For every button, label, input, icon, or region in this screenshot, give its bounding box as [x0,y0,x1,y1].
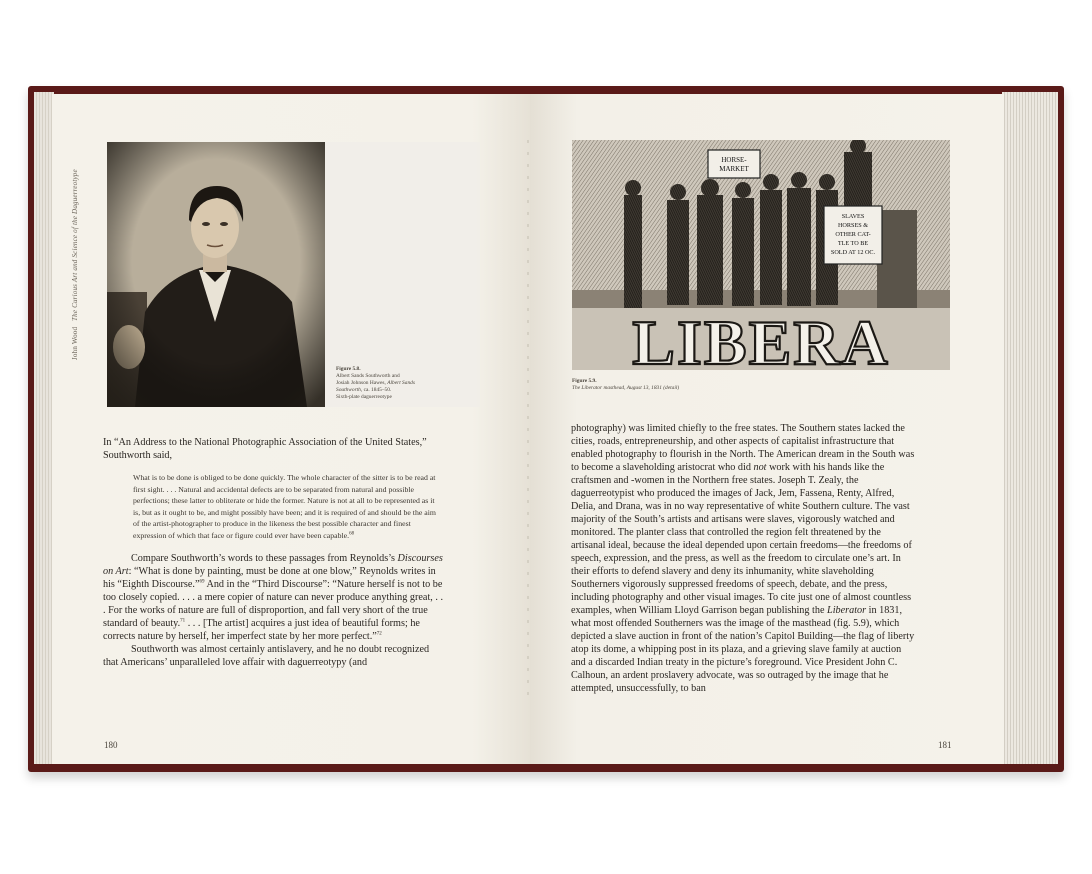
caption-line: Josiah Johnson Hawes, [336,380,386,386]
footnote-ref: 68 [349,531,355,537]
intro-paragraph: In “An Address to the National Photographic Association of the United States,” Southworth said, [103,437,427,461]
text-run: And in the “Third Discourse”: “Nature herself is not to be too closely copied. . . . a mere copier of nature can never produce anything great, . . . For the works of nature are full of disproportion, and fall very short of the true standard of beauty. [103,578,444,629]
page-number-left: 180 [104,740,118,750]
figure-caption-5-9 [572,378,872,392]
svg-text:TLE TO BE: TLE TO BE [837,240,869,247]
emphasis: not [753,462,767,473]
masthead-lettering: LIBERA [632,307,890,370]
figure-number: Figure 5.9. [572,378,597,384]
svg-text:SLAVES: SLAVES [841,213,865,220]
figure-caption-5-8 [336,366,436,401]
gutter-binding [527,140,529,700]
block-quote [133,472,443,542]
right-body-text [571,422,915,695]
text-run: Compare Southworth’s words to these passages from Reynolds’s [131,552,398,564]
text-run: photography) was limited chiefly to the free states. The Southern states lacked the cities, roads, entrepreneurship, and other aspects of capitalist infrastructure that enabled photography to flourish in the North. The American dream in the South was to become a slaveholding aristocrat who did [571,423,915,473]
footnote-ref: 69 [199,579,205,585]
page-number-right: 181 [938,740,952,750]
paragraph-photography [571,422,915,695]
page-edges-left [34,92,54,764]
caption-line: Albert Sands Southworth and [336,373,400,379]
running-head-author: John Wood [71,326,79,360]
caption-rest: masthead, August 13, 1831 (detail) [602,385,680,391]
running-head [71,169,79,360]
caption-line: , ca. 1845–50. [360,387,392,393]
left-body-text [103,436,443,669]
daguerreotype-portrait [107,142,325,407]
book-title: Discourses on Art [103,552,443,577]
footnote-ref: 71 [180,618,186,624]
figure-number: Figure 5.8. [336,366,361,372]
running-head-title: The Curious Art and Science of the Daguerreotype [71,169,79,321]
text-run: . . . [The artist] acquires a just idea of beautiful forms; he corrects nature by herself, her imperfect state by her more perfect.” [103,617,420,642]
svg-text:MARKET: MARKET [719,165,749,173]
liberator-masthead-engraving [572,140,950,370]
sign-horse-market-text: HORSE- [721,156,747,164]
paragraph-reynolds [103,552,443,643]
block-quote-text: What is to be done is obliged to be done quickly. The whole character of the sitter is to be read at first sight. . . . Natural and accidental defects are to be separated from natural and possible perfections; these latter to obliterate or hide the former. Nature is not at all to be represented as it is, but as it ought to be, and might possibly have been; and it is required of and should be the aim of the artist-photographer to produce in the likeness the best possible character and finest expression of which that face or figure could ever have been capable. [133,473,436,540]
caption-title: The Liberator [572,385,603,391]
svg-text:HORSES &: HORSES & [837,222,869,229]
newspaper-title: Liberator [827,605,867,616]
caption-line: Sixth-plate daguerreotype [336,394,392,400]
page-edges-right [1002,92,1058,764]
text-run: in 1831, what most offended Southerners was the image of the masthead (fig. 5.9), which depicted a slave auction in front of the nation’s Capitol Building—the flag of liberty atop its dome, a whipping post in its plaza, and a grieving slave family at auction and a discarded Indian treaty in the picture’s foreground. Vice President John C. Calhoun, an ardent proslavery advocate, was so outraged by the image that he attempted, unsuccessfully, to ban [571,605,915,694]
svg-text:OTHER CAT-: OTHER CAT- [835,231,871,238]
paragraph-antislavery: Southworth was almost certainly antislavery, and he no doubt recognized that Americans’ unparalleled love affair with daguerreotypy (and [103,643,430,668]
text-run: work with his hands like the craftsmen and -women in the Northern free states. Joseph T. Zealy, the daguerreotypist who produced the images of Jack, Jem, Fassena, Renty, Alfred, Delia, and Drana, was in no way representative of white Southern culture. The vast majority of the South’s artists and artisans were slaves, vigorously watched and monitored. The planter class that controlled the region felt threatened by the artisanal ideal, because the ideal depended upon certain freedoms—the freedoms of speech, expression, and the press, as well as the freedom to circulate one’s art. In their efforts to defend slavery and deny its inhumanity, white slaveholding Southerners vigorously suppressed freedoms of speech, debate, and the press, including photography and other visual images. To cite just one of almost countless examples, when William Lloyd Garrison began publishing the [571,462,912,616]
footnote-ref: 72 [376,631,382,637]
svg-text:SOLD AT 12 OC.: SOLD AT 12 OC. [830,249,876,256]
text-run: : “What is done by painting, must be done at one blow,” Reynolds writes in his “Eighth Discourse.” [103,565,436,590]
caption-title: Albert Sands Southworth [336,380,415,393]
